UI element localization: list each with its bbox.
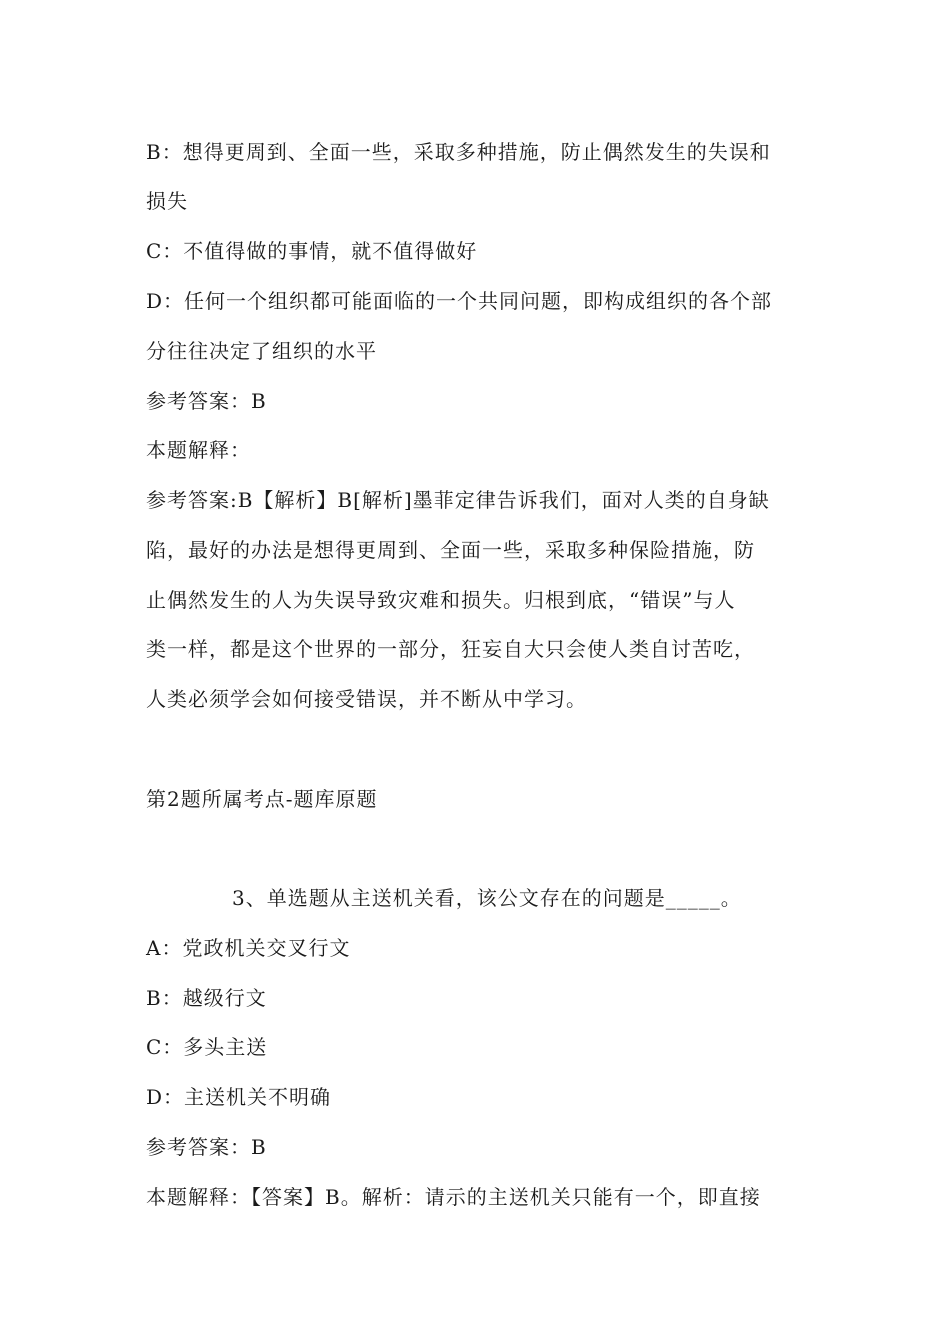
q1-option-b-continued: 损失 bbox=[146, 189, 188, 213]
q3-answer: 参考答案：B bbox=[146, 1135, 267, 1159]
q1-explanation-line: 人类必须学会如何接受错误，并不断从中学习。 bbox=[146, 687, 587, 711]
q1-explanation-line: 参考答案:B【解析】B[解析]墨菲定律告诉我们，面对人类的自身缺 bbox=[146, 488, 770, 512]
q3-explanation: 本题解释：【答案】B。解析：请示的主送机关只能有一个，即直接 bbox=[146, 1185, 761, 1209]
q1-explanation-line: 陷，最好的办法是想得更周到、全面一些，采取多种保险措施，防 bbox=[146, 538, 755, 562]
q2-topic: 第2题所属考点-题库原题 bbox=[146, 787, 378, 811]
q1-answer: 参考答案：B bbox=[146, 389, 267, 413]
q1-explanation-line: 止偶然发生的人为失误导致灾难和损失。归根到底，“错误”与人 bbox=[146, 588, 736, 612]
q1-option-c: C：不值得做的事情，就不值得做好 bbox=[146, 239, 478, 263]
q3-option-d: D：主送机关不明确 bbox=[146, 1085, 332, 1109]
q3-option-c: C：多头主送 bbox=[146, 1035, 268, 1059]
q3-option-b: B：越级行文 bbox=[146, 986, 267, 1010]
q1-explanation-line: 类一样，都是这个世界的一部分，狂妄自大只会使人类自讨苦吃， bbox=[146, 637, 755, 661]
q1-option-b: B：想得更周到、全面一些，采取多种措施，防止偶然发生的失误和 bbox=[146, 140, 771, 164]
q1-option-d-continued: 分往往决定了组织的水平 bbox=[146, 339, 377, 363]
q3-option-a: A：党政机关交叉行文 bbox=[146, 936, 351, 960]
q1-explanation-label: 本题解释： bbox=[146, 438, 251, 462]
q1-option-d: D：任何一个组织都可能面临的一个共同问题，即构成组织的各个部 bbox=[146, 289, 773, 313]
q3-question: 3、单选题从主送机关看，该公文存在的问题是_____。 bbox=[232, 886, 742, 910]
